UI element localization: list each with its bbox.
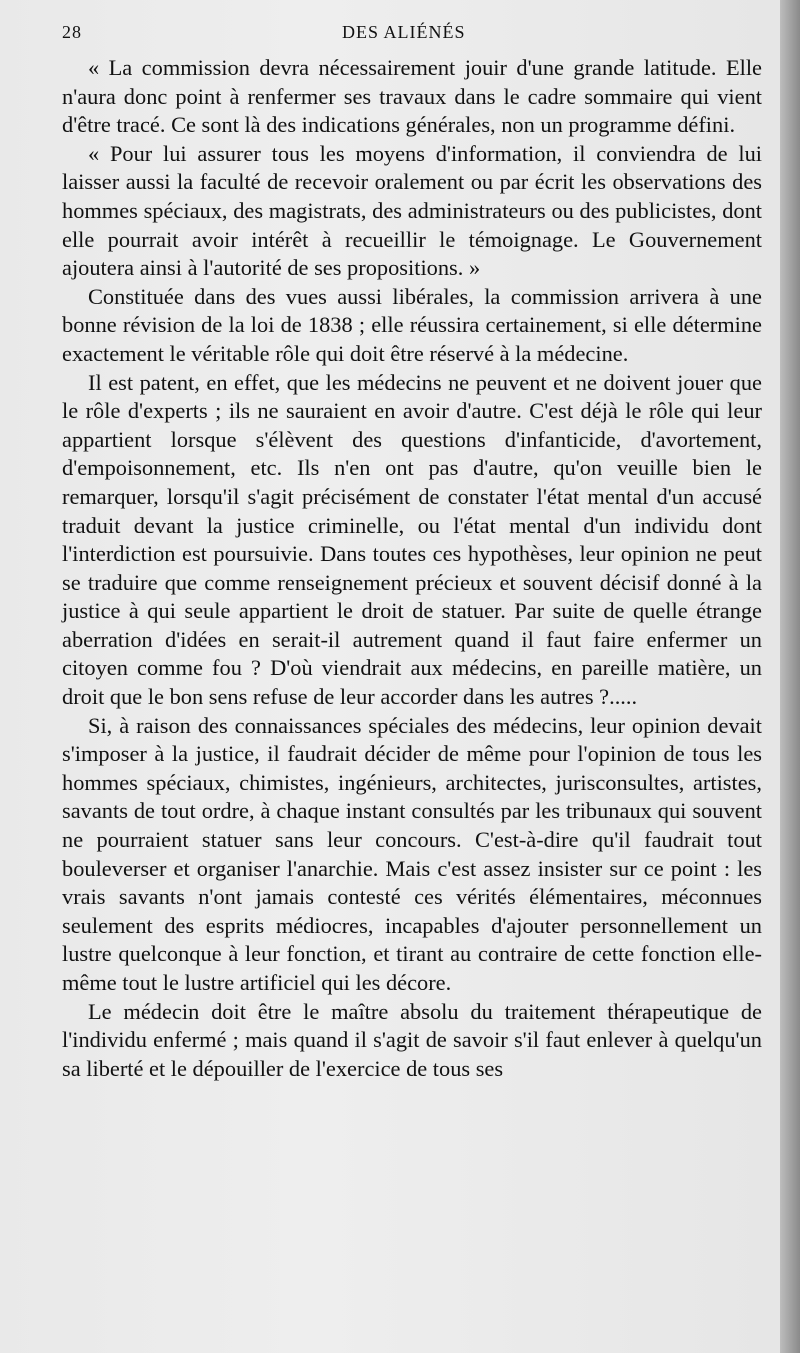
page-header: [62, 20, 760, 54]
body-text: [62, 54, 762, 1083]
page-edge-shadow: [780, 0, 800, 1353]
paragraph: Si, à raison des connaissances spéciales des médecins, leur opinion devait s'imposer à la justice, il faudrait décider de même pour l'opinion de tous les hommes spéciaux, chimistes, ingénieurs, architectes, jurisconsultes, artistes, savants de tout ordre, à chaque instant consultés par les tribunaux qui souvent ne pourraient statuer sans leur concours. C'est-à-dire qu'il faudrait tout bouleverser et organiser l'anarchie. Mais c'est assez insister sur ce point : les vrais savants n'ont jamais contesté ces vérités élémentaires, méconnues seulement des esprits médiocres, incapables d'ajouter personnellement un lustre quelconque à leur fonction, et tirant au contraire de cette fonction elle-même tout le lustre artificiel qui les décore.: [62, 712, 762, 995]
paragraph: Constituée dans des vues aussi libérales, la commission arrivera à une bonne révision de la loi de 1838 ; elle réussira certainement, si elle détermine exactement le véritable rôle qui doit être réservé à la médecine.: [62, 283, 762, 366]
paragraph: « Pour lui assurer tous les moyens d'information, il conviendra de lui laisser aussi la faculté de recevoir oralement ou par écrit les observations des hommes spéciaux, des magistrats, des administrateurs ou des publicistes, dont elle pourrait avoir intérêt à recueillir le témoignage. Le Gouvernement ajoutera ainsi à l'autorité de ses propositions. »: [62, 140, 762, 281]
page-number: 28: [62, 22, 82, 42]
paragraph: Le médecin doit être le maître absolu du traitement thérapeutique de l'individu enfermé ; mais quand il s'agit de savoir s'il faut enlever à quelqu'un sa liberté et le dépouiller de l'exercice de tous ses: [62, 998, 762, 1081]
paragraph: « La commission devra nécessairement jouir d'une grande latitude. Elle n'aura donc point à renfermer ses travaux dans le cadre sommaire qui vient d'être tracé. Ce sont là des indications générales, non un programme défini.: [62, 55, 762, 138]
running-title: DES ALIÉNÉS: [342, 22, 466, 42]
paragraph: Il est patent, en effet, que les médecins ne peuvent et ne doivent jouer que le rôle d'experts ; ils ne sauraient en avoir d'autre. C'est déjà le rôle qui leur appartient lorsque s'élèvent des questions d'infanticide, d'avortement, d'empoisonnement, etc. Ils n'en ont pas d'autre, qu'on veuille bien le remarquer, lorsqu'il s'agit précisément de constater l'état mental d'un accusé traduit devant la justice criminelle, ou l'état mental d'un individu dont l'interdiction est poursuivie. Dans toutes ces hypothèses, leur opinion ne peut se traduire que comme renseignement précieux et souvent décisif donné à la justice à qui seule appartient le droit de statuer. Par suite de quelle étrange aberration d'idées en serait-il autrement quand il faut faire enfermer un citoyen comme fou ? D'où viendrait aux médecins, en pareille matière, un droit que le bon sens refuse de leur accorder dans les autres ?.....: [62, 369, 762, 710]
